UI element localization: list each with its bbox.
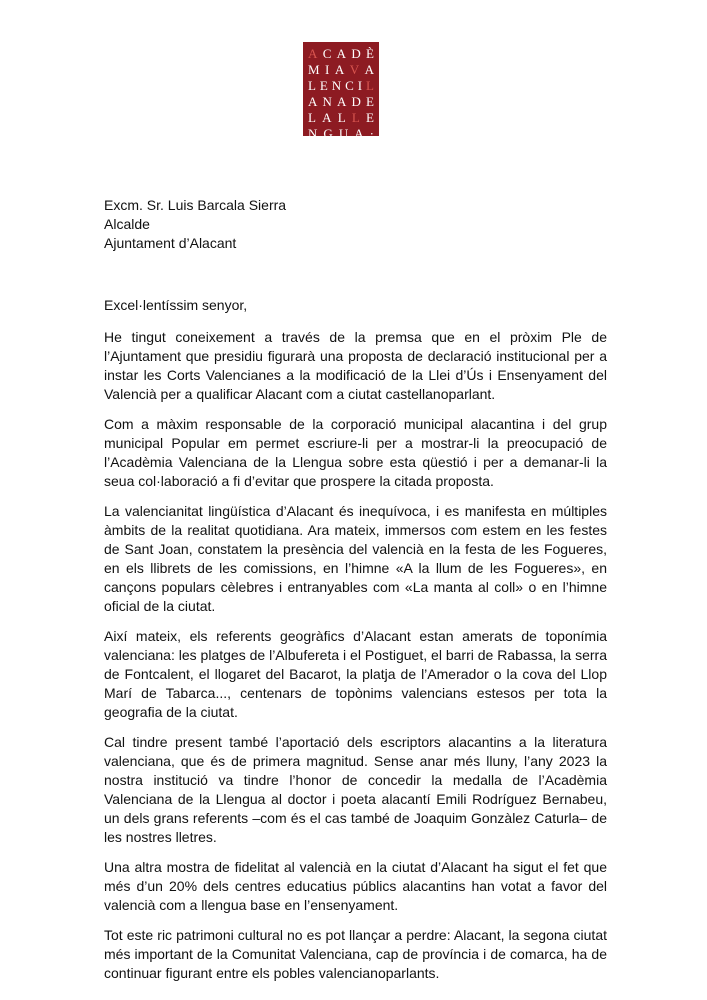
- logo-letter: C: [322, 46, 332, 61]
- logo-letter: L: [351, 110, 360, 125]
- logo-letter: N: [331, 78, 342, 93]
- logo-letter: N: [308, 126, 318, 141]
- paragraph: Així mateix, els referents geogràfics d’Alacant estan amerats de toponímia valenciana: les platges de l’Albufereta i el Postiguet, el barri de Rabassa, la serra de Fontcalent, el llogaret del Bacarot, la platja de l’Amerador o la cova del Llop Marí de Tabarca..., centenars de topònims valencians estesos per tota la geografia de la ciutat.: [104, 628, 607, 720]
- academy-logo: [303, 42, 379, 141]
- logo-letter: A: [322, 110, 332, 125]
- logo-letter: ·: [369, 126, 374, 141]
- logo-letter: N: [322, 94, 332, 109]
- logo-letter: L: [308, 110, 316, 125]
- logo-letter: A: [308, 94, 318, 109]
- logo-letter: A: [337, 94, 347, 109]
- logo-line: [308, 126, 374, 142]
- logo-letter: G: [323, 126, 333, 141]
- logo-letter: L: [308, 78, 316, 93]
- logo-letter: A: [334, 62, 345, 77]
- logo-letter: D: [351, 46, 361, 61]
- logo-line: [308, 62, 374, 78]
- paragraph: He tingut coneixement a través de la premsa que en el pròxim Ple de l’Ajuntament que presidiu figurarà una proposta de declaració institucional per a instar les Corts Valencianes a la modificació de la Llei d’Ús i Ensenyament del Valencià per a qualificar Alacant com a ciutat castellanoparlant.: [104, 329, 607, 402]
- logo-letter: A: [364, 62, 374, 77]
- paragraph: Com a màxim responsable de la corporació municipal alacantina i del grup municipal Popular em permet escriure-li per a mostrar-li la preocupació de l’Acadèmia Valenciana de la Llengua sobre esta qüestió i per a demanar-li la seua col·laboració a fi d’evitar que prospere la citada proposta.: [104, 416, 607, 489]
- logo-letter: E: [366, 94, 374, 109]
- logo-letter: V: [349, 62, 360, 77]
- addressee-institution: Ajuntament d’Alacant: [104, 235, 237, 251]
- logo-letter: C: [345, 78, 354, 93]
- paragraph: Cal tindre present també l’aportació dels escriptors alacantins a la literatura valenciana, que és de primera magnitud. Sense anar més lluny, l’any 2023 la nostra institució va tindre l’honor de concedir la medalla de l’Acadèmia Valenciana de la Llengua al doctor i poeta alacantí Emili Rodríguez Bernabeu, un dels grans referents –com és el cas també de Joaquim Gonzàlez Caturla– de les nostres lletres.: [104, 734, 607, 845]
- logo-letter: I: [357, 78, 363, 93]
- logo-letter: L: [366, 78, 374, 93]
- addressee-block: [104, 196, 286, 253]
- addressee-role: Alcalde: [104, 216, 150, 232]
- logo-line: [308, 94, 374, 110]
- logo-letter: U: [338, 126, 349, 141]
- letter-body: [104, 296, 607, 994]
- logo-letter: A: [336, 46, 347, 61]
- logo-letter: A: [308, 46, 318, 61]
- logo-letter: L: [337, 110, 346, 125]
- logo-letter: D: [351, 94, 361, 109]
- logo-line: [308, 78, 374, 94]
- addressee-name: Excm. Sr. Luis Barcala Sierra: [104, 197, 287, 213]
- paragraph: Una altra mostra de fidelitat al valencià en la ciutat d’Alacant ha sigut el fet que més d’un 20% dels centres educatius públics alacantins han votat a favor del valencià com a llengua base en l’ensenyament.: [104, 859, 607, 913]
- salutation: Excel·lentíssim senyor,: [104, 297, 248, 313]
- logo-line: [308, 110, 374, 126]
- logo-letter: M: [308, 62, 320, 77]
- paragraph: La valencianitat lingüística d’Alacant és inequívoca, i es manifesta en múltiples àmbits de la realitat quotidiana. Ara mateix, immersos com estem en les festes de Sant Joan, constatem la presència del valencià en la festa de les Fogueres, en els llibrets de les comissions, en l’himne «A la llum de les Fogueres», en cançons populars cèlebres i entranyables com «La manta al coll» o en l’himne oficial de la ciutat.: [104, 503, 607, 614]
- logo-letter: E: [366, 110, 374, 125]
- logo-letter: I: [325, 62, 330, 77]
- logo-line: [308, 46, 374, 62]
- logo-letter: E: [319, 78, 328, 93]
- paragraph: Tot este ric patrimoni cultural no es pot llançar a perdre: Alacant, la segona ciutat més important de la Comunitat Valenciana, cap de província i de comarca, ha de continuar figurant entre els pobles valencianoparlants.: [104, 927, 607, 981]
- logo-letter: È: [366, 46, 374, 61]
- logo-letter: A: [354, 126, 364, 141]
